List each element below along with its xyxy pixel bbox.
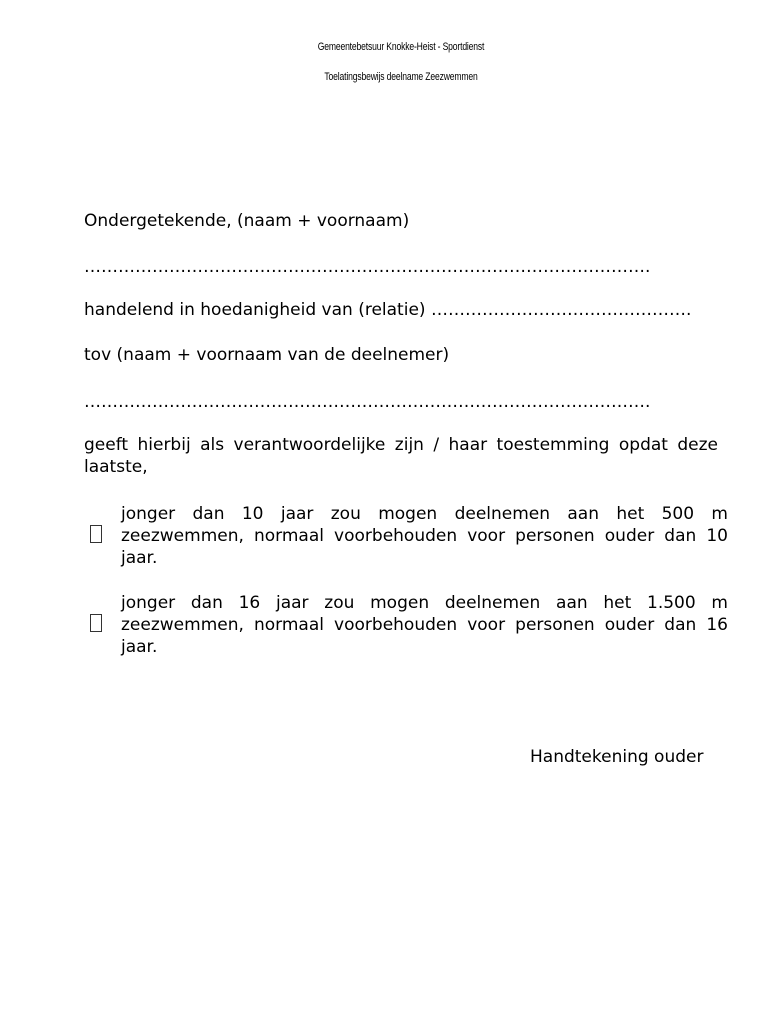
- option-1500m-text: jonger dan 16 jaar zou mogen deelnemen aan het 1.500 m zeezwemmen, normaal voorbehouden voor personen ouder dan 16 jaar.: [121, 593, 728, 657]
- signature-label: Handtekening ouder: [530, 747, 704, 767]
- participant-name-blank: ……………………………………………………………………………………….: [84, 392, 651, 412]
- participant-label: tov (naam + voornaam van de deelnemer): [84, 345, 450, 365]
- undersigned-name-blank: ……………………………………………………………………………………….: [84, 257, 651, 277]
- checkbox-1500m[interactable]: [90, 614, 102, 632]
- option-500m-text: jonger dan 10 jaar zou mogen deelnemen aan het 500 m zeezwemmen, normaal voorbehouden voor personen ouder dan 10 jaar.: [121, 504, 728, 568]
- consent-text: geeft hierbij als verantwoordelijke zijn / haar toestemming opdat deze laatste,: [84, 435, 718, 477]
- checkbox-500m[interactable]: [90, 525, 102, 543]
- undersigned-label: Ondergetekende, (naam + voornaam): [84, 211, 410, 231]
- header-document-title: Toelatingsbewijs deelname Zeezwemmen: [324, 71, 478, 83]
- header-organization: Gemeentebetsuur Knokke-Heist - Sportdienst: [317, 41, 485, 53]
- relation-label: handelend in hoedanigheid van (relatie) ……………………………………….: [84, 300, 692, 320]
